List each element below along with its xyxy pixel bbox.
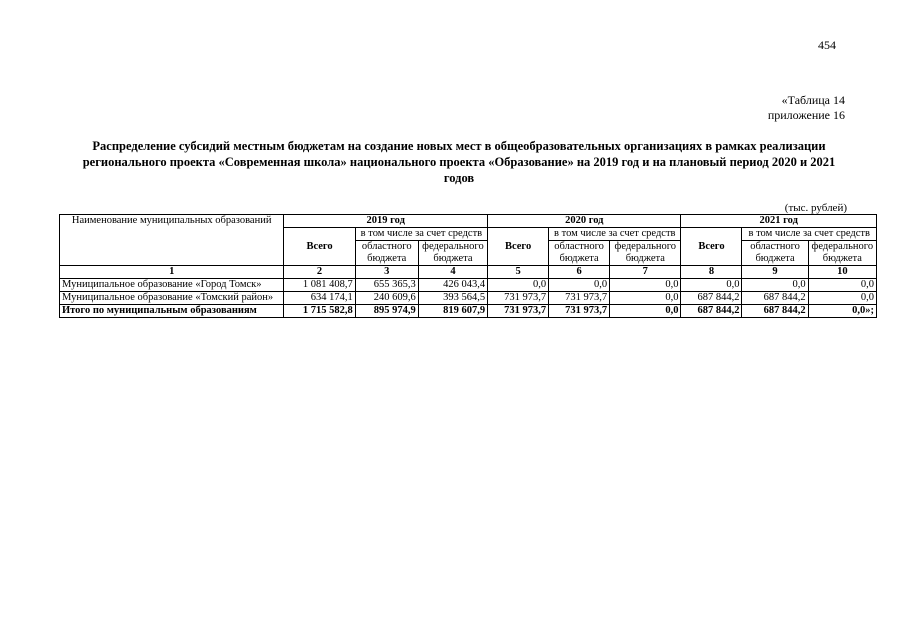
municipality-name: Муниципальное образование «Город Томск»	[60, 279, 284, 292]
total-value-cell: 0,0	[610, 305, 681, 318]
value-cell: 0,0	[610, 279, 681, 292]
column-number: 3	[355, 266, 418, 279]
table-reference-line1: «Таблица 14	[781, 93, 845, 107]
column-number: 9	[742, 266, 808, 279]
column-number: 4	[418, 266, 487, 279]
incl-header-2020: в том числе за счет средств	[549, 228, 681, 241]
value-cell: 0,0	[610, 292, 681, 305]
total-header-2021: Всего	[681, 228, 742, 266]
unit-note: (тыс. рублей)	[784, 202, 847, 214]
subsidy-table	[59, 214, 877, 318]
total-value-cell: 895 974,9	[355, 305, 418, 318]
value-cell: 731 973,7	[488, 292, 549, 305]
value-cell: 0,0	[488, 279, 549, 292]
value-cell: 687 844,2	[742, 292, 808, 305]
total-value-cell: 819 607,9	[418, 305, 487, 318]
total-value-cell: 687 844,2	[742, 305, 808, 318]
federal-header-2020: федерального бюджета	[610, 241, 681, 266]
value-cell: 655 365,3	[355, 279, 418, 292]
municipality-name: Муниципальное образование «Томский район»	[60, 292, 284, 305]
value-cell: 0,0	[681, 279, 742, 292]
total-row	[60, 305, 877, 318]
value-cell: 0,0	[808, 292, 876, 305]
value-cell: 1 081 408,7	[284, 279, 355, 292]
value-cell: 731 973,7	[549, 292, 610, 305]
year-header-2021: 2021 год	[681, 215, 877, 228]
incl-header-2019: в том числе за счет средств	[355, 228, 487, 241]
federal-header-2019: федерального бюджета	[418, 241, 487, 266]
column-number: 10	[808, 266, 876, 279]
column-number: 5	[488, 266, 549, 279]
total-header-2020: Всего	[488, 228, 549, 266]
incl-header-2021: в том числе за счет средств	[742, 228, 877, 241]
column-number: 8	[681, 266, 742, 279]
value-cell: 393 564,5	[418, 292, 487, 305]
total-value-cell: 731 973,7	[549, 305, 610, 318]
table-reference	[768, 93, 845, 123]
value-cell: 0,0	[808, 279, 876, 292]
year-header-2019: 2019 год	[284, 215, 488, 228]
value-cell: 687 844,2	[681, 292, 742, 305]
value-cell: 0,0	[549, 279, 610, 292]
column-number: 7	[610, 266, 681, 279]
total-header-2019: Всего	[284, 228, 355, 266]
column-number: 1	[60, 266, 284, 279]
column-number-row	[60, 266, 877, 279]
name-header: Наименование муниципальных образований	[60, 215, 284, 266]
total-value-cell: 0,0»;	[808, 305, 876, 318]
regional-header-2021: областного бюджета	[742, 241, 808, 266]
header-row-years	[60, 215, 877, 228]
page-number: 454	[818, 38, 836, 52]
column-number: 2	[284, 266, 355, 279]
regional-header-2019: областного бюджета	[355, 241, 418, 266]
value-cell: 634 174,1	[284, 292, 355, 305]
table-row	[60, 279, 877, 292]
value-cell: 426 043,4	[418, 279, 487, 292]
table-row	[60, 292, 877, 305]
value-cell: 0,0	[742, 279, 808, 292]
year-header-2020: 2020 год	[488, 215, 681, 228]
total-row-label: Итого по муниципальным образованиям	[60, 305, 284, 318]
total-value-cell: 1 715 582,8	[284, 305, 355, 318]
value-cell: 240 609,6	[355, 292, 418, 305]
total-value-cell: 687 844,2	[681, 305, 742, 318]
regional-header-2020: областного бюджета	[549, 241, 610, 266]
total-value-cell: 731 973,7	[488, 305, 549, 318]
column-number: 6	[549, 266, 610, 279]
table-reference-line2: приложение 16	[767, 108, 845, 122]
federal-header-2021: федерального бюджета	[808, 241, 876, 266]
document-title: Распределение субсидий местным бюджетам на создание новых мест в общеобразовательных организациях в рамках реализации регионального проекта «Современная школа» национального проекта «Образование» на 2019 год и на плановый период 2020 и 2021 годов	[82, 139, 836, 185]
